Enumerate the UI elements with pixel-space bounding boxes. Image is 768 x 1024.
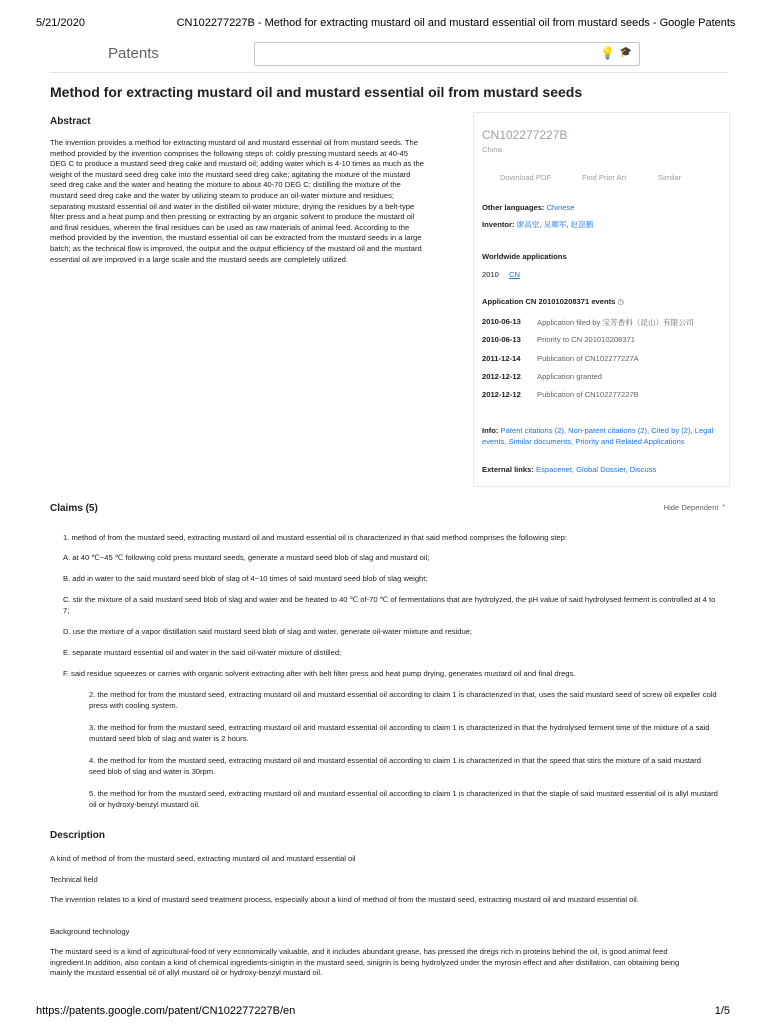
inventor-label: Inventor: [482, 220, 515, 229]
other-languages-label: Other languages: [482, 203, 545, 212]
description-paragraph: The mustard seed is a kind of agricultural-food of very economically valuable, and it includes abundant grease, has pressed the dregs rich in proteins behind the oil, is good animal feed ingredient.In addition, also contain a kind of chemical ingredients-sinigrin in the mustard seed, sinigrin is being hydrolyzed under the myrosin effect and after distillation, can obtaining being mainly the mustard essential oil of allyl mustard oil or hydroxy-benzyl mustard oil. [50, 947, 680, 978]
worldwide-country-link[interactable]: CN [509, 270, 520, 279]
clock-icon[interactable]: ◷ [617, 297, 625, 306]
inventor-link[interactable]: 吴卿军 [543, 220, 567, 229]
print-page-number: 1/5 [714, 1005, 730, 1017]
claim-item: A. at 40 ℃~45 ℃ following cold press mustard seeds, generate a mustard seed blob of slag and mustard oil; [63, 553, 430, 562]
claim-item: E. separate mustard essential oil and water in the said oil-water mixture of distilled; [63, 648, 342, 657]
language-chinese-link[interactable]: Chinese [546, 203, 575, 212]
find-prior-art-button[interactable]: Find Prior Art [582, 173, 627, 182]
abstract-heading: Abstract [50, 116, 91, 127]
event-row [482, 372, 722, 384]
claim-item: B. add in water to the said mustard seed blob of slag of 4~10 times of said mustard seed blob of slag weight; [63, 574, 428, 583]
info-links[interactable]: Patent citations (2), Non-patent citations (2), Cited by (2), Legal events, Similar documents, Priority and Related Applications [482, 426, 714, 446]
description-paragraph: A kind of method of from the mustard seed, extracting mustard oil and mustard essential oil [50, 854, 356, 863]
info-row [482, 425, 722, 447]
hide-dependent-label: Hide Dependent [663, 503, 719, 512]
country: China [482, 145, 502, 154]
inventor-link[interactable]: 赵崑鹏 [570, 220, 594, 229]
patents-logo[interactable]: Patents [108, 45, 159, 62]
external-links[interactable]: Espacenet, Global Dossier, Discuss [536, 465, 657, 474]
top-bar [50, 36, 728, 73]
event-row [482, 317, 722, 329]
event-row [482, 354, 722, 366]
info-label: Info: [482, 426, 499, 435]
event-date: 2010-06-13 [482, 335, 521, 344]
claim-item: C. stir the mixture of a said mustard seed blob of slag and water and be heated to 40 ℃ of-70 ℃ of fermentations that are hydrolyzed, the pH value of said hydrolysed ferment is controlled at 4 to 7; [63, 595, 716, 615]
dependent-claim-item: 4. the method for from the mustard seed, extracting mustard oil and mustard essential oil according to claim 1 is characterized in that the speed that stirs the mixture of a said mustard seed blob of slag and water is 30rpm. [89, 756, 702, 776]
application-events-title: Application CN 201010208371 events [482, 297, 616, 306]
description-paragraph: Background technology [50, 927, 130, 936]
claim-item: F. said residue squeezes or carries with organic solvent extracting after with belt filter press and heat pump drying, generates mustard oil and final dregs. [63, 669, 576, 678]
dependent-claim-item: 5. the method for from the mustard seed, extracting mustard oil and mustard essential oil according to claim 1 is characterized in that the staple of said mustard essential oil is allyl mustard oil or hydroxy-benzyl mustard oil. [89, 789, 718, 809]
print-url: https://patents.google.com/patent/CN102277227B/en [36, 1005, 296, 1017]
metadata-card [473, 112, 730, 487]
description-paragraph: The invention relates to a kind of mustard seed treatment process, especially about a kind of method of from the mustard seed, extracting mustard oil and mustard essential oil. [50, 895, 639, 904]
description-paragraph: Technical field [50, 875, 98, 884]
description-heading: Description [50, 830, 106, 841]
similar-button[interactable]: Similar [658, 173, 682, 182]
application-events-heading [482, 297, 624, 306]
event-date: 2011-12-14 [482, 354, 521, 363]
download-pdf-button[interactable]: Download PDF [500, 173, 552, 182]
event-text: Publication of CN102277227B [537, 390, 639, 399]
lightbulb-icon[interactable]: 💡 [600, 46, 615, 60]
external-links-row [482, 465, 656, 474]
event-date: 2010-06-13 [482, 317, 521, 326]
page-title: Method for extracting mustard oil and mustard essential oil from mustard seeds [50, 84, 583, 100]
other-languages-row [482, 203, 574, 212]
event-row [482, 335, 722, 347]
event-date: 2012-12-12 [482, 372, 521, 381]
event-text: Application granted [537, 372, 603, 381]
external-links-label: External links: [482, 465, 534, 474]
print-date: 5/21/2020 [36, 17, 85, 29]
dependent-claim-item: 2. the method for from the mustard seed, extracting mustard oil and mustard essential oil according to claim 1 is characterized in that, uses the said mustard seed of screw oil expeller cold press with cooling system. [89, 690, 717, 710]
hide-dependent-toggle[interactable] [664, 503, 727, 512]
worldwide-heading: Worldwide applications [482, 252, 567, 261]
search-input[interactable] [254, 42, 640, 66]
abstract-text: The invention provides a method for extracting mustard oil and mustard essential oil from mustard seeds. The method provided by the invention comprises the following steps of: coldly pressing mustard seeds at 40-45 DEG C to produce a mustard seed dreg cake and mustard oil; adding water which is 4-10 times as much as the weight of the mustard seed dreg cake into the mustard seed dreg cake; agitating the mixture of the mustard seed dreg cake and the water and heating the mixture to about 40-70 DEG C; distilling the mixture of the mustard seed dreg cake and the water by utilizing steam to produce an oil-water mixture and residues; separating mustard essential oil and water in the distilled oil-water mixture; drying the residues by a belt-type filter press and a heat pump and then pressing or extracting by an organic solvent to produce the mustard oil and final residues, wherein the final residues can be used as raw materials of animal feed. According to the method provided by the invention, the mustard essential oil can be extracted from the mustard seeds in a large batch; as the technical flow is improved, the output and the output efficiency of the mustard oil and the mustard essential oil are improved in a large scale and the mustard seeds are completely utilized. [50, 138, 424, 264]
print-page-title: CN102277227B - Method for extracting mustard oil and mustard essential oil from mustard seeds - Google Patents [176, 17, 736, 29]
event-text: Priority to CN 201010208371 [537, 335, 635, 344]
event-row [482, 390, 722, 402]
inventor-link[interactable]: 廖高堂 [516, 220, 540, 229]
scholar-cap-icon[interactable]: 🎓 [619, 47, 632, 58]
dependent-claim-item: 3. the method for from the mustard seed, extracting mustard oil and mustard essential oil according to claim 1 is characterized in that the hydrolysed ferment time of the mixture of a said mustard seed blob of slag and water is 2 hours. [89, 723, 710, 743]
worldwide-year: 2010 [482, 270, 499, 279]
inventor-row: Inventor: 廖高堂, 吴卿军, 赵崑鹏 [482, 220, 594, 229]
claims-heading: Claims (5) [50, 503, 98, 514]
event-date: 2012-12-12 [482, 390, 521, 399]
chevron-up-icon: ⌃ [720, 503, 727, 512]
event-text: Publication of CN102277227A [537, 354, 639, 363]
publication-number: CN102277227B [482, 128, 568, 142]
claim-item: D. use the mixture of a vapor distillation said mustard seed blob of slag and water, generate oil-water mixture and residue; [63, 627, 473, 636]
event-text: Application filed by 宝芳香料（昆山）有限公司 [537, 318, 694, 327]
claim-item: 1. method of from the mustard seed, extracting mustard oil and mustard essential oil is characterized in that said method comprises the following step: [63, 533, 567, 542]
